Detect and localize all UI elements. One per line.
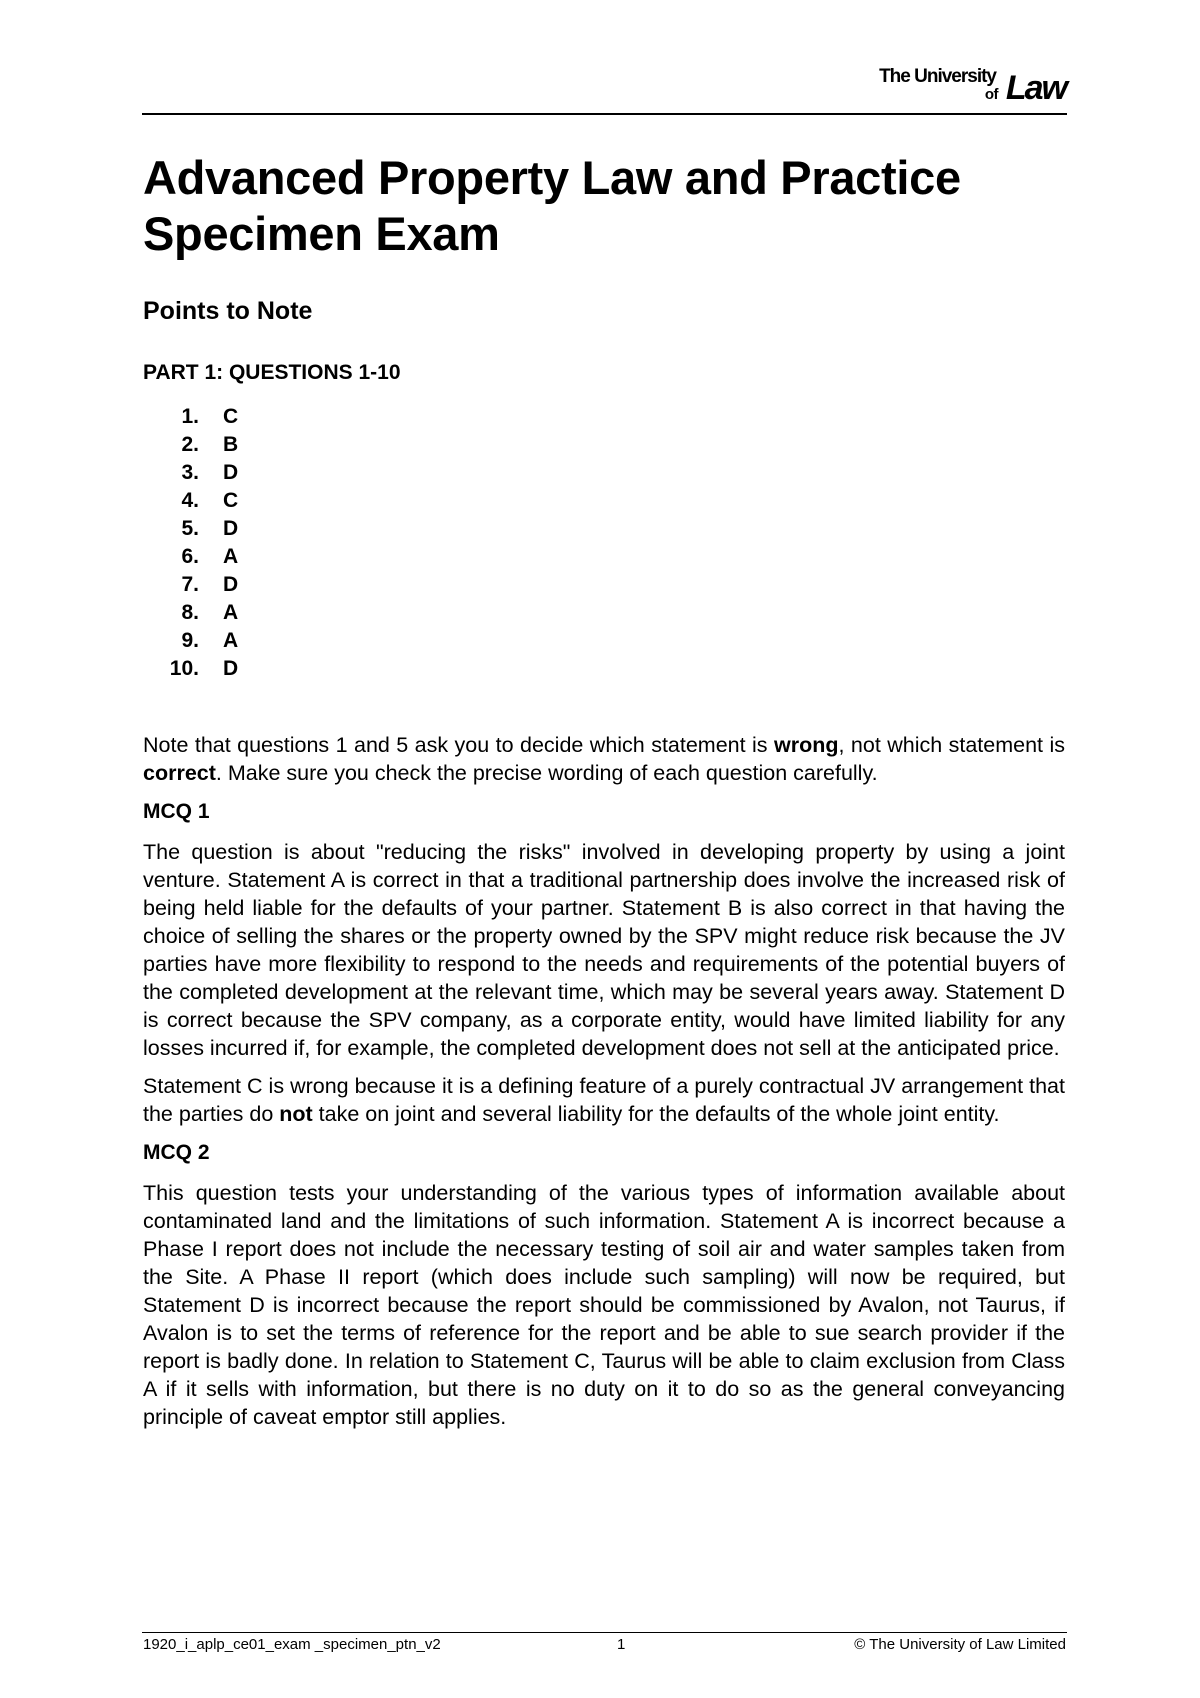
answer-item bbox=[143, 431, 1065, 459]
mcq1-p2-text-c: take on joint and several liability for the defaults of the whole joint entity. bbox=[312, 1102, 1000, 1126]
page-title bbox=[143, 150, 1065, 262]
footer-page-number: 1 bbox=[617, 1636, 626, 1653]
footer-copyright: © The University of Law Limited bbox=[854, 1636, 1066, 1653]
mcq2-paragraph-1: This question tests your understanding of the various types of information available about contaminated land and the limitations of such information. Statement A is incorrect because a Phase I report does not include the necessary testing of soil air and water samples taken from the Site. A Phase II report (which does include such sampling) will now be required, but Statement D is incorrect because the report should be commissioned by Avalon, not Taurus, if Avalon is to set the terms of reference for the report and be able to sue search provider if the report is badly done. In relation to Statement C, Taurus will be able to claim exclusion from Class A if it sells with information, but there is no duty on it to do so as the general conveyancing principle of caveat emptor still applies. bbox=[143, 1181, 1065, 1429]
mcq1-paragraph-2 bbox=[143, 1072, 1065, 1128]
answer-letter: D bbox=[223, 573, 239, 596]
answer-letter: D bbox=[223, 657, 239, 680]
answer-number: 7. bbox=[181, 573, 199, 596]
note-bold-correct: correct bbox=[143, 761, 216, 785]
footer-document-code: 1920_i_aplp_ce01_exam _specimen_ptn_v2 bbox=[143, 1636, 441, 1653]
note-text-2: , not which statement is bbox=[838, 733, 1065, 757]
answer-letter: A bbox=[223, 601, 239, 624]
mcq2-heading: MCQ 2 bbox=[143, 1141, 210, 1164]
answer-item bbox=[143, 599, 1065, 627]
mcq1-heading: MCQ 1 bbox=[143, 800, 210, 823]
answer-number: 3. bbox=[181, 461, 199, 484]
answer-item bbox=[143, 459, 1065, 487]
mcq1-p2-bold-not: not bbox=[279, 1102, 313, 1126]
answer-number: 8. bbox=[181, 601, 199, 624]
answer-item bbox=[143, 543, 1065, 571]
answer-number: 4. bbox=[181, 489, 199, 512]
title-line-1: Advanced Property Law and Practice bbox=[143, 151, 961, 204]
answer-number: 9. bbox=[181, 629, 199, 652]
answer-item bbox=[143, 571, 1065, 599]
mcq1-paragraph-1: The question is about "reducing the risks" involved in developing property by using a joint venture. Statement A is correct in that a traditional partnership does involve the increased risk of being held liable for the defaults of your partner. Statement B is also correct in that having the choice of selling the shares or the property owned by the SPV might reduce risk because the JV parties have more flexibility to respond to the needs and requirements of the potential buyers of the completed development at the relevant time, which may be several years away. Statement D is correct because the SPV company, as a corporate entity, would have limited liability for any losses incurred if, for example, the completed development does not sell at the anticipated price. bbox=[143, 840, 1065, 1060]
university-logo bbox=[860, 66, 1066, 106]
header-divider bbox=[142, 113, 1067, 115]
answer-number: 1. bbox=[181, 405, 199, 428]
logo-line-3: Law bbox=[1005, 69, 1066, 107]
answer-number: 10. bbox=[169, 657, 199, 680]
note-text-1: Note that questions 1 and 5 ask you to decide which statement is bbox=[143, 733, 774, 757]
answer-letter: A bbox=[223, 545, 239, 568]
note-text-3: . Make sure you check the precise wording of each question carefully. bbox=[215, 761, 878, 785]
answer-number: 2. bbox=[181, 433, 199, 456]
logo-line-2: of bbox=[984, 86, 998, 103]
footer-divider bbox=[142, 1632, 1067, 1633]
note-bold-wrong: wrong bbox=[774, 733, 839, 757]
answer-letter: D bbox=[223, 461, 239, 484]
document-body bbox=[143, 150, 1065, 1431]
answer-letter: C bbox=[223, 405, 239, 428]
answer-letter: C bbox=[223, 489, 239, 512]
answer-letter: A bbox=[223, 629, 239, 652]
logo-line-1: The University bbox=[879, 66, 996, 87]
note-paragraph bbox=[143, 731, 1065, 787]
answer-item bbox=[143, 403, 1065, 431]
section-subtitle: Points to Note bbox=[143, 297, 313, 325]
answer-number: 5. bbox=[181, 517, 199, 540]
answer-item bbox=[143, 515, 1065, 543]
answer-number: 6. bbox=[181, 545, 199, 568]
title-line-2: Specimen Exam bbox=[143, 207, 500, 260]
answer-list bbox=[143, 403, 1065, 683]
answer-item bbox=[143, 487, 1065, 515]
answer-letter: B bbox=[223, 433, 239, 456]
answer-letter: D bbox=[223, 517, 239, 540]
answer-item bbox=[143, 627, 1065, 655]
answer-item bbox=[143, 655, 1065, 683]
mcq1-p2-text-a: Statement C is wrong because it is a defining feature of a purely contractual JV arrangement that the parties do bbox=[143, 1074, 1065, 1126]
part-heading: PART 1: QUESTIONS 1-10 bbox=[143, 361, 401, 384]
